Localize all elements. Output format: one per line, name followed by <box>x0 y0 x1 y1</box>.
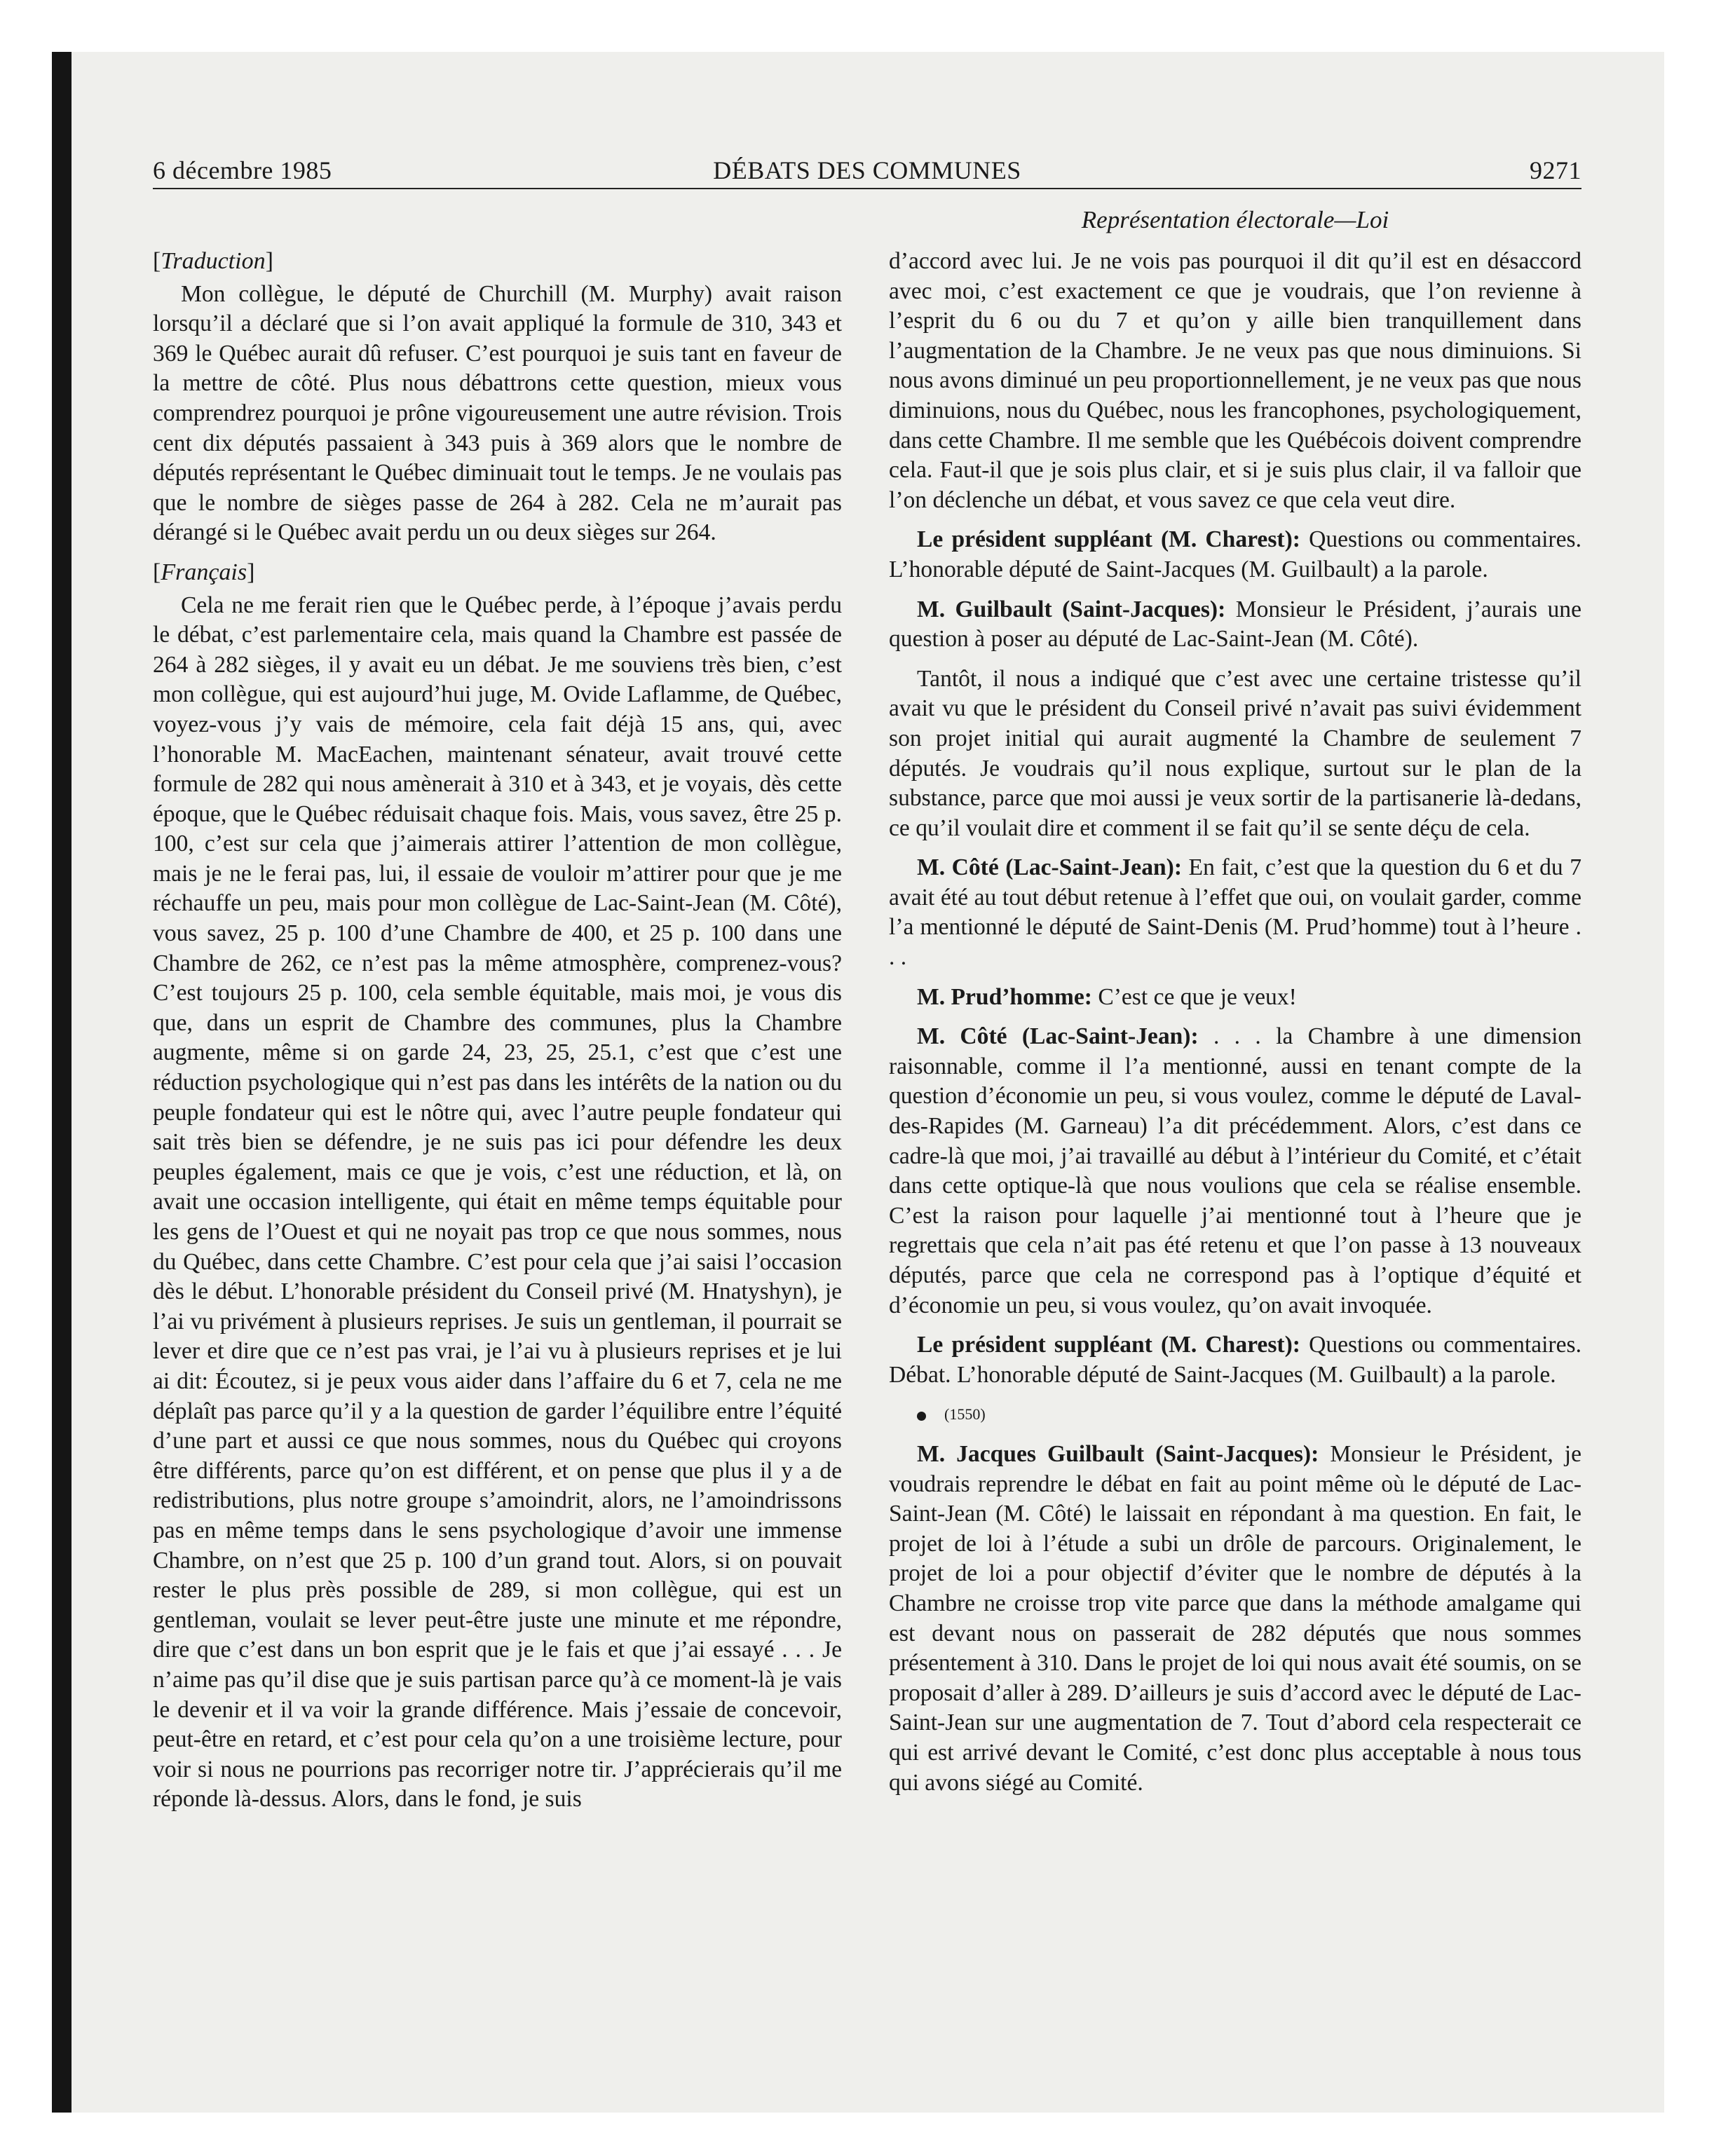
page-number: 9271 <box>1530 156 1581 184</box>
speech <box>889 1440 1581 1798</box>
time-marker: (1550) <box>889 1400 1581 1430</box>
bullet-icon <box>917 1412 926 1421</box>
left-column <box>153 247 842 1824</box>
speaker-name: Le président suppléant (M. Charest): <box>917 1332 1300 1358</box>
speech-text: En fait, c’est que la question du 6 et du 7 avait été au tout début retenue à l’effet que oui, on voulait garder, comme l’a mentionné le député de Saint-Denis (M. Prud’homme) tout à l’heure . . . <box>889 854 1581 971</box>
speaker-name: Le président suppléant (M. Charest): <box>917 526 1300 553</box>
binding-edge <box>52 52 72 2113</box>
speaker-name: M. Côté (Lac-Saint-Jean): <box>917 1023 1199 1050</box>
language-tag: [Traduction] <box>153 248 273 274</box>
speech-text: C’est ce que je veux! <box>1091 983 1297 1010</box>
header-title: DÉBATS DES COMMUNES <box>713 156 1021 184</box>
header-rule <box>153 188 1581 189</box>
speech <box>889 595 1581 655</box>
language-tag: [Français] <box>153 559 255 585</box>
paragraph: Mon collègue, le député de Churchill (M. Murphy) avait raison lorsqu’il a déclaré que si l’on avait appliqué la formule de 310, 343 et 369 le Québec aurait dû refuser. C’est pourquoi je suis tant en faveur de la mettre de côté. Plus nous débattrons cette question, mieux vous comprendrez pourquoi je prône vigoureusement une autre révision. Trois cent dix députés passaient à 343 puis à 369 alors que le nombre de députés représentant le Québec diminuait tout le temps. Je ne voulais pas que le nombre de sièges passe de 264 à 282. Cela ne m’aurait pas dérangé si le Québec avait perdu un ou deux sièges sur 264. <box>153 280 842 546</box>
speech-text: . . . la Chambre à une dimension raisonnable, comme il l’a mentionné, aussi en tenant compte de la question d’économie un peu, si vous voulez, comme le député de Laval-des-Rapides (M. Garneau) l’a dit précédemment. Alors, c’est dans ce cadre-là que moi, j’ai travaillé au début à l’intérieur du Comité, et c’était dans cette optique-là que nous voulions que cela se réalise ensemble. C’est la raison pour laquelle j’ai mentionné tout à l’heure que je regrettais que cela n’ait pas été retenu et que l’on passe à 13 nouveaux députés, parce que cela ne correspond pas à l’optique d’équité et d’économie un peu, si vous voulez, qu’on avait invoquée. <box>889 1023 1581 1318</box>
speaker-name: M. Guilbault (Saint-Jacques): <box>917 596 1226 622</box>
speaker-name: M. Prud’homme: <box>917 983 1092 1010</box>
speech <box>889 983 1581 1013</box>
speech-text: Monsieur le Président, j’aurais une question à poser au député de Lac-Saint-Jean (M. Côté). <box>889 596 1581 653</box>
header-date: 6 décembre 1985 <box>153 156 332 184</box>
speech <box>889 525 1581 585</box>
speech-text: Questions ou commentaires. L’honorable député de Saint-Jacques (M. Guilbault) a la parole. <box>889 526 1581 582</box>
running-title: Représentation électorale—Loi <box>1081 206 1389 233</box>
speech-text: Questions ou commentaires. Débat. L’honorable député de Saint-Jacques (M. Guilbault) a la parole. <box>889 1332 1581 1388</box>
speech <box>889 1330 1581 1390</box>
speaker-name: M. Côté (Lac-Saint-Jean): <box>917 854 1183 881</box>
paragraph: Tantôt, il nous a indiqué que c’est avec une certaine tristesse qu’il avait vu que le président du Conseil privé n’avait pas suivi évidemment son projet initial qui aurait augmenté la Chambre de seulement 7 députés. Je voudrais qu’il nous explique, surtout sur le plan de la substance, parce que moi aussi je veux sortir de la partisanerie là-dedans, ce qu’il voulait dire et comment il se fait qu’il se sente déçu de cela. <box>889 665 1581 841</box>
speech-text: Monsieur le Président, je voudrais reprendre le débat en fait au point même où le député de Lac-Saint-Jean (M. Côté) le laissait en répondant à ma question. En fait, le projet de loi à l’étude a subi un drôle de parcours. Originalement, le projet de loi a pour objectif d’éviter que le nombre de députés à la Chambre ne croisse trop vite parce que dans la méthode amalgame qui est devant nous on passerait de 282 députés que nous sommes présentement à 310. Dans le projet de loi qui nous avait été soumis, on se proposait d’aller à 289. D’ailleurs je suis d’accord avec le député de Lac-Saint-Jean sur une augmentation de 7. Tout d’abord cela respecterait ce qui est arrivé devant le Comité, c’est donc plus acceptable à nous tous qui avons siégé au Comité. <box>889 1440 1581 1796</box>
page-header <box>153 156 1581 189</box>
paragraph: d’accord avec lui. Je ne vois pas pourquoi il dit qu’il est en désaccord avec moi, c’est exactement ce que je voudrais, que l’on revienne à l’esprit du 6 ou du 7 et qu’on y aille bien tranquillement dans l’augmentation de la Chambre. Je ne veux pas que nous diminuions. Si nous avons diminué un peu proportionnellement, je ne veux pas que nous diminuions, nous du Québec, nous les francophones, psychologiquement, dans cette Chambre. Il me semble que les Québécois doivent comprendre cela. Faut-il que je sois plus clair, et si je suis plus clair, il va falloir que l’on déclenche un débat, et vous savez ce que cela veut dire. <box>889 248 1581 513</box>
speaker-name: M. Jacques Guilbault (Saint-Jacques): <box>917 1440 1319 1467</box>
right-column <box>889 247 1581 1808</box>
speech <box>889 1022 1581 1321</box>
speech <box>889 853 1581 972</box>
paragraph: Cela ne me ferait rien que le Québec perde, à l’époque j’avais perdu le débat, c’est parlementaire cela, mais quand la Chambre est passée de 264 à 282 sièges, il y avait eu un débat. Je me souviens très bien, c’est mon collègue, qui est aujourd’hui juge, M. Ovide Laflamme, de Québec, voyez-vous j’y vais de mémoire, cela fait déjà 15 ans, qui, avec l’honorable M. MacEachen, maintenant sénateur, avait trouvé cette formule de 282 qui nous amènerait à 310 et à 343, et je voyais, dès cette époque, que le Québec réduisait chaque fois. Mais, vous savez, être 25 p. 100, c’est sur cela que j’aimerais attirer l’attention de mon collègue, mais je ne le ferai pas, lui, il essaie de vouloir m’attirer pour que je me réchauffe un peu, mais pour mon collègue de Lac-Saint-Jean (M. Côté), vous savez, 25 p. 100 d’une Chambre de 400, et 25 p. 100 dans une Chambre de 262, ce n’est pas la même atmosphère, comprenez-vous? C’est toujours 25 p. 100, cela semble équitable, mais moi, je vous dis que, dans un esprit de Chambre des communes, plus la Chambre augmente, même si on garde 24, 23, 25, 25.1, c’est que c’est une réduction psychologique qui n’est pas dans les intérêts de la nation ou du peuple fondateur qui est le nôtre qui, avec l’autre peuple fondateur qui sait très bien se défendre, je ne suis pas ici pour défendre les deux peuples également, mais ce que je vois, c’est une réduction, et là, on avait une occasion intelligente, qui était en même temps équitable pour les gens de l’Ouest et qui ne noyait pas trop ce que nous sommes, nous du Québec, dans cette Chambre. C’est pour cela que j’ai saisi l’occasion dès le début. L’honorable président du Conseil privé (M. Hnatyshyn), je l’ai vu privément à plusieurs reprises. Je suis un gentleman, il pourrait se lever et dire que ce n’est pas vrai, je l’ai vu à plusieurs reprises et je lui ai dit: Écoutez, si je peux vous aider dans l’affaire du 6 et 7, cela ne me déplaît pas parce qu’il y a la question de garder l’équilibre entre l’équité d’une part et aussi ce que nous sommes, nous du Québec qui croyons être différents, parce qu’on est différent, et on pense que plus il y a de redistributions, plus notre groupe s’amoindrit, alors, ne l’amoindrissons pas en même temps dans le sens psychologique d’avoir une immense Chambre, on n’est que 25 p. 100 d’un grand tout. Alors, si on pouvait rester le plus près possible de 289, si mon collègue, qui est un gentleman, voulait se lever peut-être juste une minute et me répondre, dire que c’est dans un bon esprit que je le fais et que j’ai essayé . . . Je n’aime pas qu’il dise que je suis partisan parce qu’à ce moment-là je vais le devenir et il va voir la grande différence. Mais j’essaie de concevoir, peut-être en retard, et c’est pour cela qu’on a une troisième lecture, pour voir si nous ne pourrions pas recorriger notre tir. J’apprécierais qu’il me réponde là-dessus. Alors, dans le fond, je suis <box>153 592 842 1813</box>
